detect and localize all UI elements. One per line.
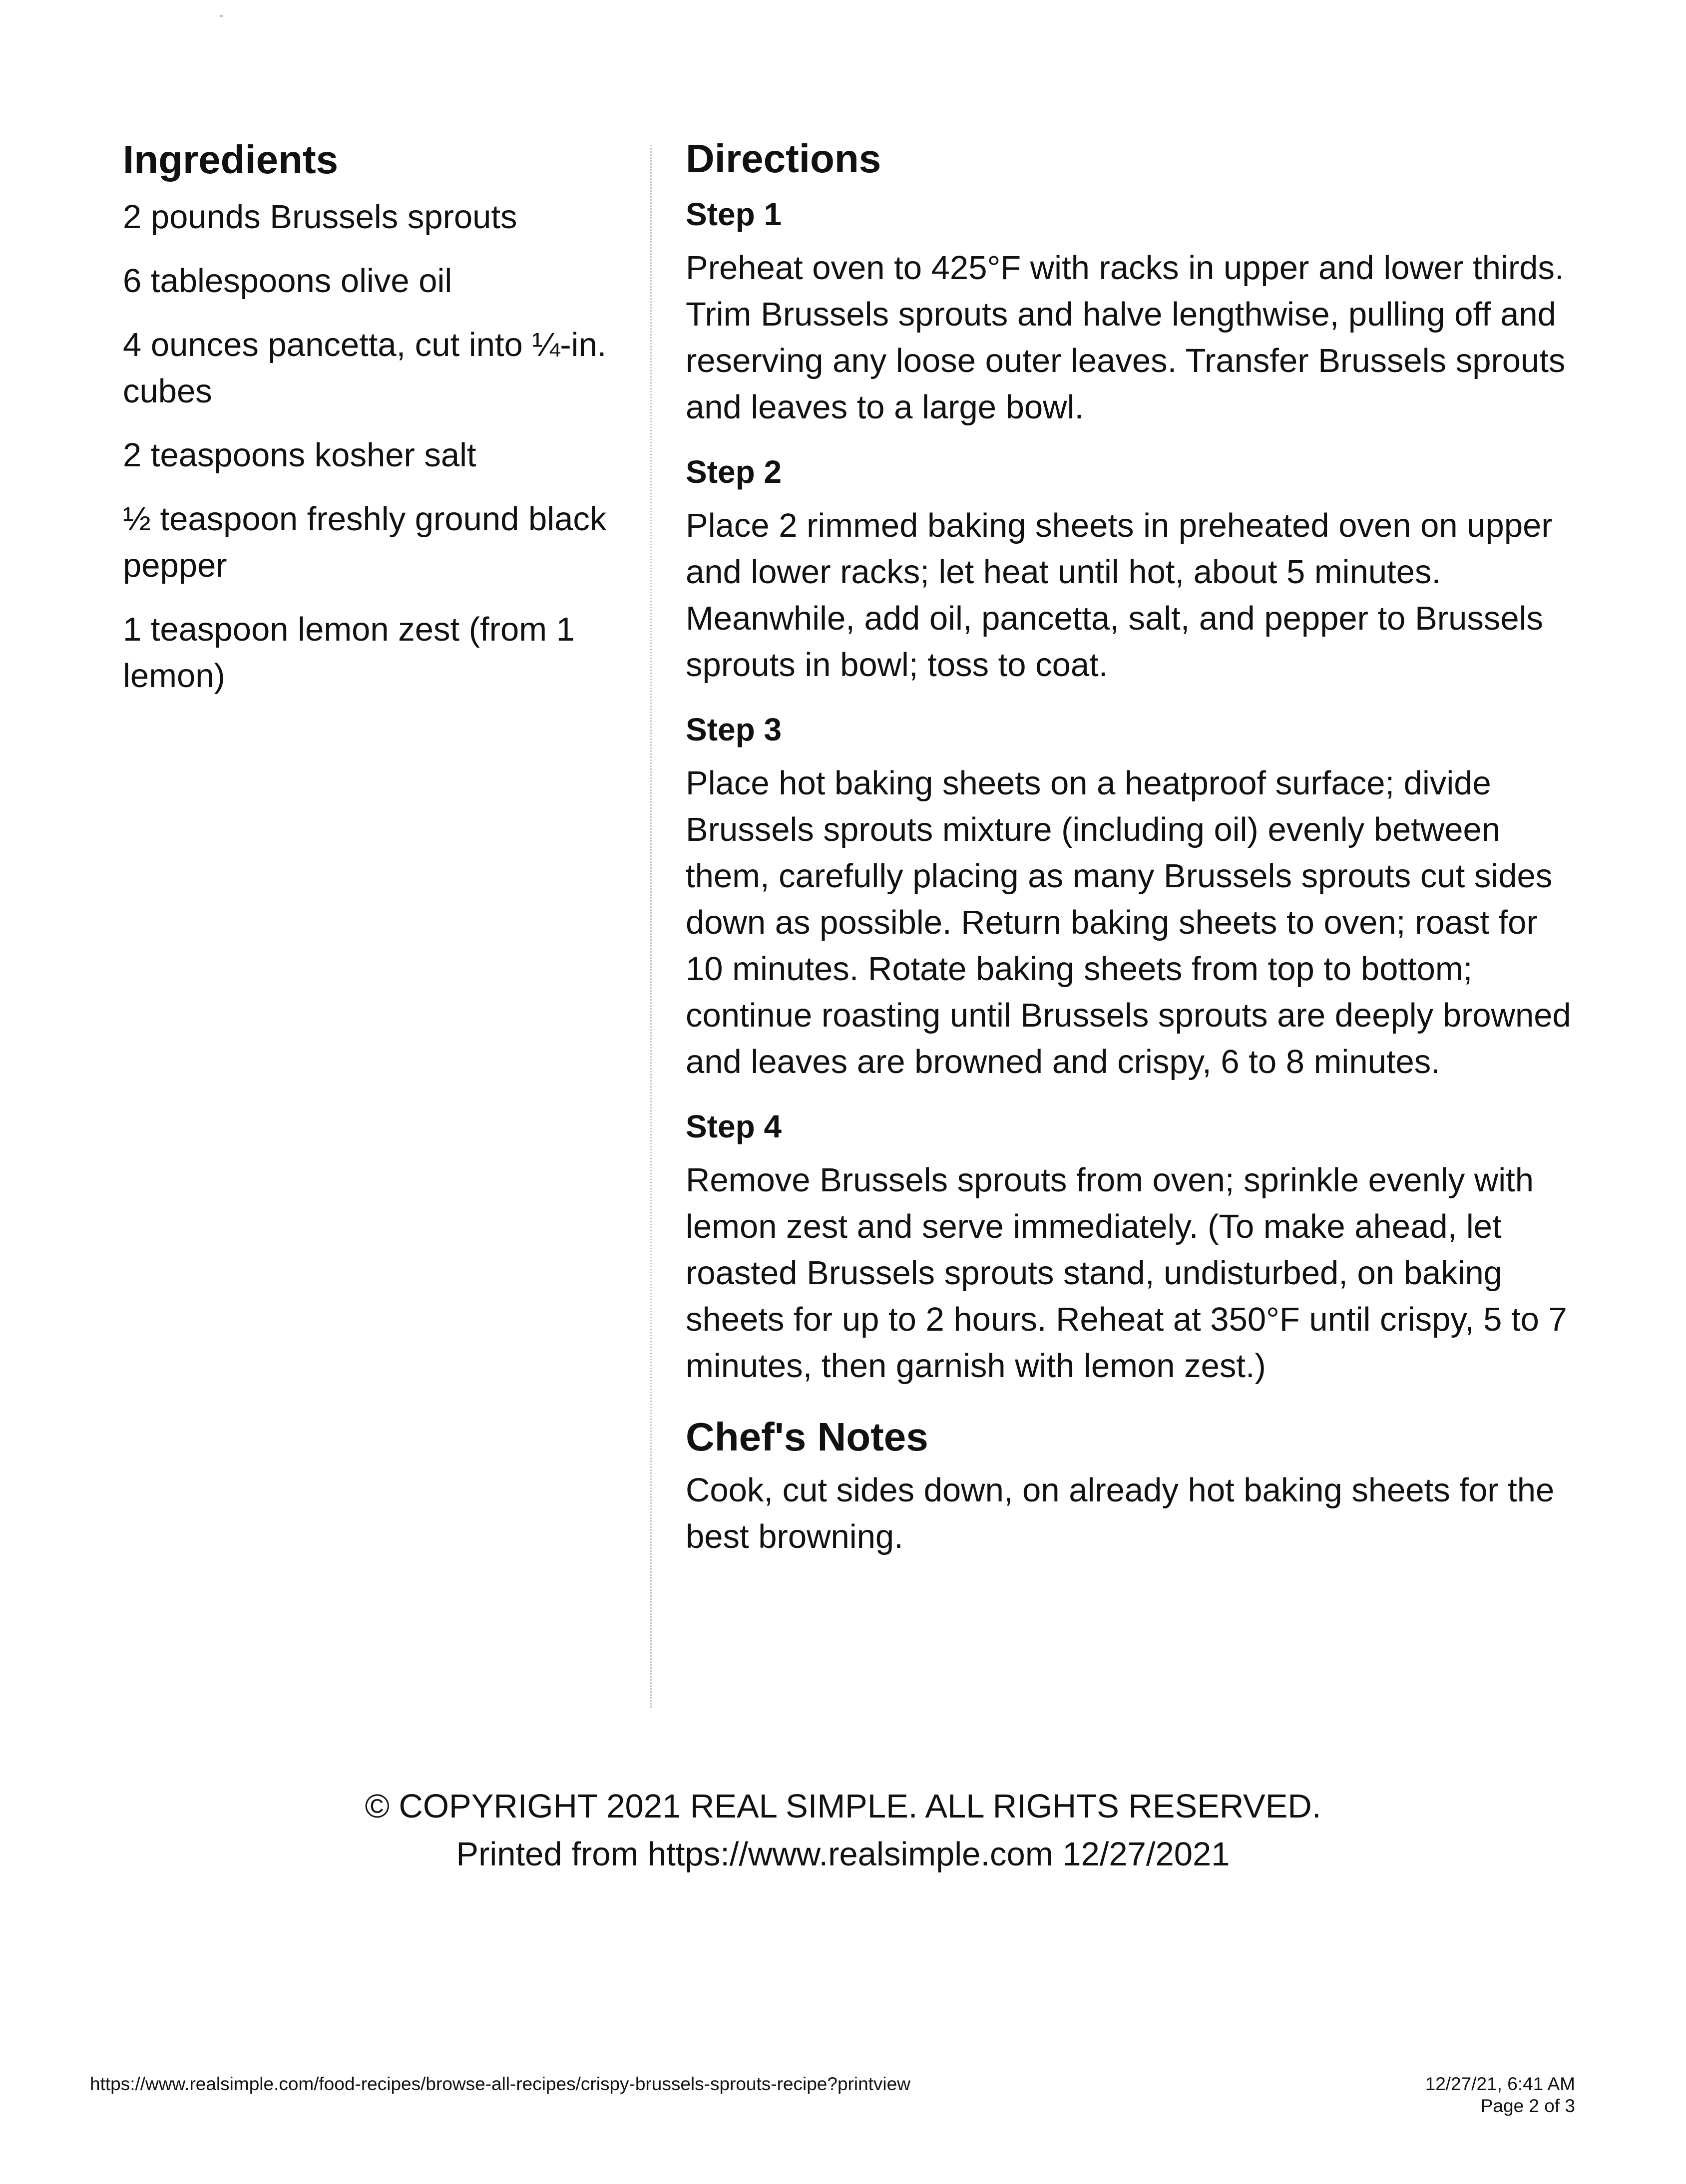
step-1: [686, 193, 1575, 430]
footer-page-number: Page 2 of 3: [1480, 2096, 1575, 2116]
printed-from-line: Printed from https://www.realsimple.com 12/27/2021: [456, 1835, 1230, 1873]
copyright-line: © COPYRIGHT 2021 REAL SIMPLE. ALL RIGHTS RESERVED.: [365, 1788, 1321, 1825]
directions-section: [686, 134, 1575, 1580]
step-text: Remove Brussels sprouts from oven; sprinkle evenly with lemon zest and serve immediately. (To make ahead, let roasted Brussels sprouts stand, undisturbed, on baking sheets for up to 2 hours. Reheat at 350°F until crispy, 5 to 7 minutes, then garnish with lemon zest.): [686, 1161, 1567, 1385]
step-2: [686, 450, 1575, 688]
ingredient-item: 1 teaspoon lemon zest (from 1 lemon): [123, 611, 575, 695]
step-title: Step 2: [686, 454, 782, 490]
ingredients-section: [123, 135, 622, 717]
chefs-notes-heading: Chef's Notes: [686, 1415, 928, 1459]
step-text: Place 2 rimmed baking sheets in preheated oven on upper and lower racks; let heat until hot, about 5 minutes. Meanwhile, add oil, pancetta, salt, and pepper to Brussels sprouts in bowl; toss to coat.: [686, 507, 1553, 684]
step-title: Step 4: [686, 1108, 782, 1144]
ingredient-item: 2 teaspoons kosher salt: [123, 436, 476, 474]
step-title: Step 3: [686, 712, 782, 747]
step-title: Step 1: [686, 196, 782, 232]
scan-speck: [220, 15, 223, 17]
ingredients-heading: Ingredients: [123, 137, 339, 182]
footer-url: https://www.realsimple.com/food-recipes/browse-all-recipes/crispy-brussels-sprouts-recipe?printview: [90, 2074, 910, 2094]
step-text: Preheat oven to 425°F with racks in upper and lower thirds. Trim Brussels sprouts and halve lengthwise, pulling off and reserving any loose outer leaves. Transfer Brussels sprouts and leaves to a large bowl.: [686, 249, 1566, 426]
copyright-block: [0, 1783, 1686, 1878]
ingredient-list: [123, 194, 622, 699]
step-text: Place hot baking sheets on a heatproof surface; divide Brussels sprouts mixture (including oil) evenly between them, carefully placing as many Brussels sprouts cut sides down as possible. Return baking sheets to oven; roast for 10 minutes. Rotate baking sheets from top to bottom; continue roasting until Brussels sprouts are deeply browned and leaves are browned and crispy, 6 to 8 minutes.: [686, 764, 1571, 1081]
footer-page-info: [1425, 2073, 1575, 2117]
directions-heading: Directions: [686, 136, 881, 181]
step-4: [686, 1105, 1575, 1389]
ingredient-item: 6 tablespoons olive oil: [123, 262, 452, 300]
ingredient-item: 4 ounces pancetta, cut into ¼-in. cubes: [123, 326, 607, 410]
column-divider: [650, 145, 652, 1708]
ingredient-item: ½ teaspoon freshly ground black pepper: [123, 500, 607, 584]
chefs-notes-text: Cook, cut sides down, on already hot baking sheets for the best browning.: [686, 1471, 1555, 1555]
footer-datetime: 12/27/21, 6:41 AM: [1425, 2074, 1575, 2094]
step-3: [686, 708, 1575, 1085]
ingredient-item: 2 pounds Brussels sprouts: [123, 198, 517, 236]
